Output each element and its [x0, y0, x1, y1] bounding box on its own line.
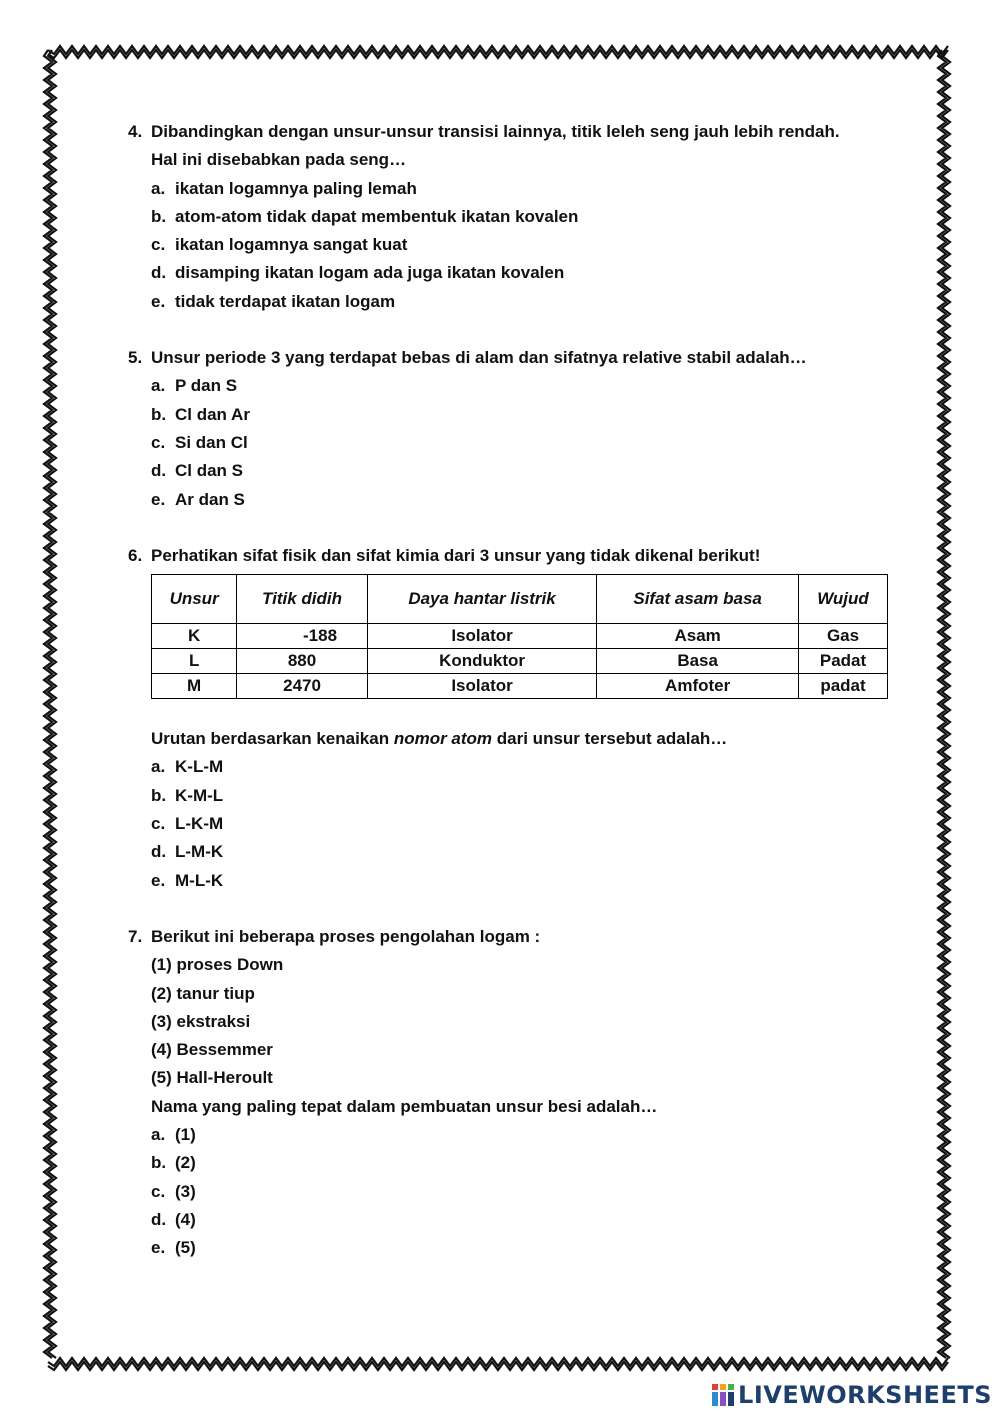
option-b: b. Cl dan Ar	[151, 404, 250, 424]
table-cell: Gas	[799, 624, 888, 649]
table-header: Titik didih	[237, 575, 368, 624]
table-cell: 2470	[237, 674, 368, 699]
question-number: 4.	[128, 122, 143, 141]
table-cell: K	[152, 624, 237, 649]
option-a: a. (1)	[151, 1125, 196, 1145]
table-cell: -188	[237, 624, 368, 649]
question-5	[128, 344, 888, 514]
option-b: b. atom-atom tidak dapat membentuk ikatan kovalen	[151, 206, 579, 226]
table-cell: Asam	[597, 624, 799, 649]
table-cell: Konduktor	[367, 649, 596, 674]
option-a: a. P dan S	[151, 376, 238, 396]
question-text: Perhatikan sifat fisik dan sifat kimia dari 3 unsur yang tidak dikenal berikut!	[151, 545, 761, 565]
liveworksheets-logo	[712, 1381, 992, 1409]
process-item: (3) ekstraksi	[151, 1011, 251, 1031]
option-d: d. Cl dan S	[151, 461, 244, 481]
worksheet-content	[128, 118, 888, 1263]
table-cell: L	[152, 649, 237, 674]
question-prompt: Nama yang paling tepat dalam pembuatan unsur besi adalah…	[151, 1096, 658, 1116]
question-number: 6.	[128, 545, 143, 565]
option-e: e. Ar dan S	[151, 489, 245, 509]
option-b: b. K-M-L	[151, 785, 224, 805]
table-row	[152, 649, 888, 674]
process-item: (4) Bessemmer	[151, 1040, 273, 1060]
table-cell: M	[152, 674, 237, 699]
question-text: Berikut ini beberapa proses pengolahan logam :	[151, 926, 541, 946]
option-d: d. disamping ikatan logam ada juga ikatan kovalen	[151, 263, 565, 283]
option-c: c. L-K-M	[151, 814, 224, 834]
table-header: Unsur	[152, 575, 237, 624]
option-e: e. tidak terdapat ikatan logam	[151, 291, 396, 311]
option-d: d. (4)	[151, 1209, 196, 1229]
logo-grid-icon	[712, 1384, 734, 1406]
table-cell: Isolator	[367, 624, 596, 649]
question-number: 5.	[128, 348, 143, 368]
question-prompt: Urutan berdasarkan kenaikan nomor atom dari unsur tersebut adalah…	[151, 729, 728, 749]
table-header: Sifat asam basa	[597, 575, 799, 624]
option-c: c. ikatan logamnya sangat kuat	[151, 235, 408, 255]
option-c: c. Si dan Cl	[151, 432, 248, 452]
option-a: a. K-L-M	[151, 757, 224, 777]
table-header-row	[152, 575, 888, 624]
question-6	[128, 542, 888, 895]
table-header: Daya hantar listrik	[367, 575, 596, 624]
table-cell: Padat	[799, 649, 888, 674]
process-item: (1) proses Down	[151, 955, 284, 975]
question-number: 7.	[128, 926, 143, 946]
option-e: e. M-L-K	[151, 870, 224, 890]
question-7	[128, 923, 888, 1263]
question-4	[128, 118, 888, 316]
table-row	[152, 674, 888, 699]
table-cell: Isolator	[367, 674, 596, 699]
table-cell: Basa	[597, 649, 799, 674]
option-c: c. (3)	[151, 1181, 196, 1201]
table-header: Wujud	[799, 575, 888, 624]
process-item: (5) Hall-Heroult	[151, 1068, 273, 1088]
logo-text: LIVEWORKSHEETS	[738, 1381, 992, 1409]
process-item: (2) tanur tiup	[151, 983, 255, 1003]
option-b: b. (2)	[151, 1153, 196, 1173]
option-d: d. L-M-K	[151, 842, 224, 862]
table-row	[152, 624, 888, 649]
option-e: e. (5)	[151, 1238, 196, 1258]
option-a: a. ikatan logamnya paling lemah	[151, 178, 417, 198]
element-properties-table	[151, 574, 888, 699]
table-cell: padat	[799, 674, 888, 699]
table-cell: Amfoter	[597, 674, 799, 699]
question-text: Unsur periode 3 yang terdapat bebas di alam dan sifatnya relative stabil adalah…	[151, 348, 807, 368]
question-text-line2: Hal ini disebabkan pada seng…	[151, 150, 407, 170]
table-cell: 880	[237, 649, 368, 674]
question-text-line1: Dibandingkan dengan unsur-unsur transisi lainnya, titik leleh seng jauh lebih rendah.	[151, 122, 840, 141]
